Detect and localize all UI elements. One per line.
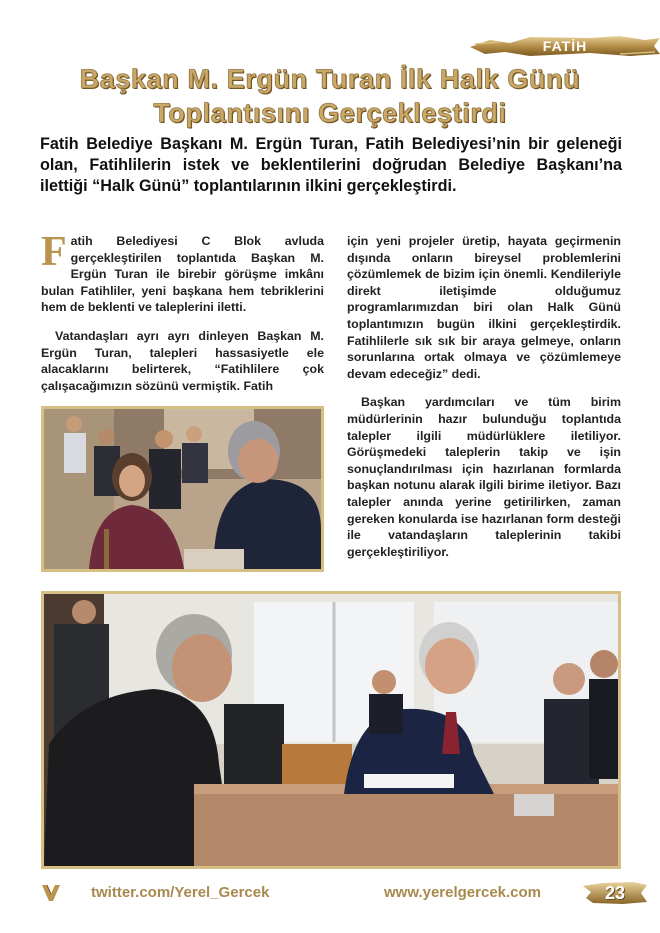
body-column-right [347,233,621,572]
section-tag-label: FATİH [542,38,588,54]
article-headline: Başkan M. Ergün Turan İlk Halk Günü Toplantısını Gerçekleştirdi [79,64,581,128]
body-paragraph-2: Vatandaşları ayrı ayrı dinleyen Başkan M. Ergün Turan, talepleri hassasiyetle ele alacaklarını belirterek, “Fatihlilere çok çalışacağımızın sözünü vermiştik. Fatih [41,328,324,393]
body-paragraph-1-text: atih Belediyesi C Blok avluda gerçekleştirilen toplantıda Başkan M. Ergün Turan ile birebir görüşme imkânı bulan Fatihliler, yeni başkana hem tebriklerini hem de beklenti ve taleplerini iletti. [41,234,324,315]
page-number-badge [583,880,647,906]
article-lead: Fatih Belediye Başkanı M. Ergün Turan, Fatih Belediyesi’nin bir geleneği olan, Fatihlilerin istek ve beklentilerini doğrudan Belediye Başkanı’na ilettiği “Halk Günü” toplantılarının ilkini gerçekleştirdi. [40,135,622,195]
page-number: 23 [604,882,626,903]
body-column-left [41,229,324,406]
footer-website-link[interactable]: www.yerelgercek.com [384,884,542,901]
photo-mayor-at-desk [41,591,621,869]
body-paragraph-3: için yeni projeler üretip, hayata geçirmenin dışında onların bireysel problemlerini çözümlemek de bizim için önemli. Kendileriyle direkt iletişimde olduğumuz programlarımızdan biri olan Halk Günü toplantımızın bugün ilkini gerçekleştirdik. Fatihlilerle sık sık bir araya gelmeye, onların sorunlarına ortak olmaya ve çözümlemeye devam edeceğiz” dedi. [347,234,621,381]
section-tag [470,34,660,58]
photo-meeting-woman [41,406,324,572]
drop-cap: F [41,229,67,275]
body-paragraph-4: Başkan yardımcıları ve tüm birim müdürlerinin hazır bulunduğu toplantıda talepler ilgili müdürlüklere iletiliyor. Görüşmedeki taleplerin takip ve işin sonuçlandırılması için hazırlanan formlarda başkan notunu alarak ilgili birime iletiyor. Bazı talepler anında yerine getirilirken, zaman gereken konularda ise hazırlanan form desteği ile vatandaşların taleplerinin takibi gerçekleştiriliyor. [347,395,621,559]
footer-twitter-link[interactable]: twitter.com/Yerel_Gercek [91,884,270,901]
body-paragraph-1 [41,229,324,316]
brand-logo-icon [41,884,61,902]
